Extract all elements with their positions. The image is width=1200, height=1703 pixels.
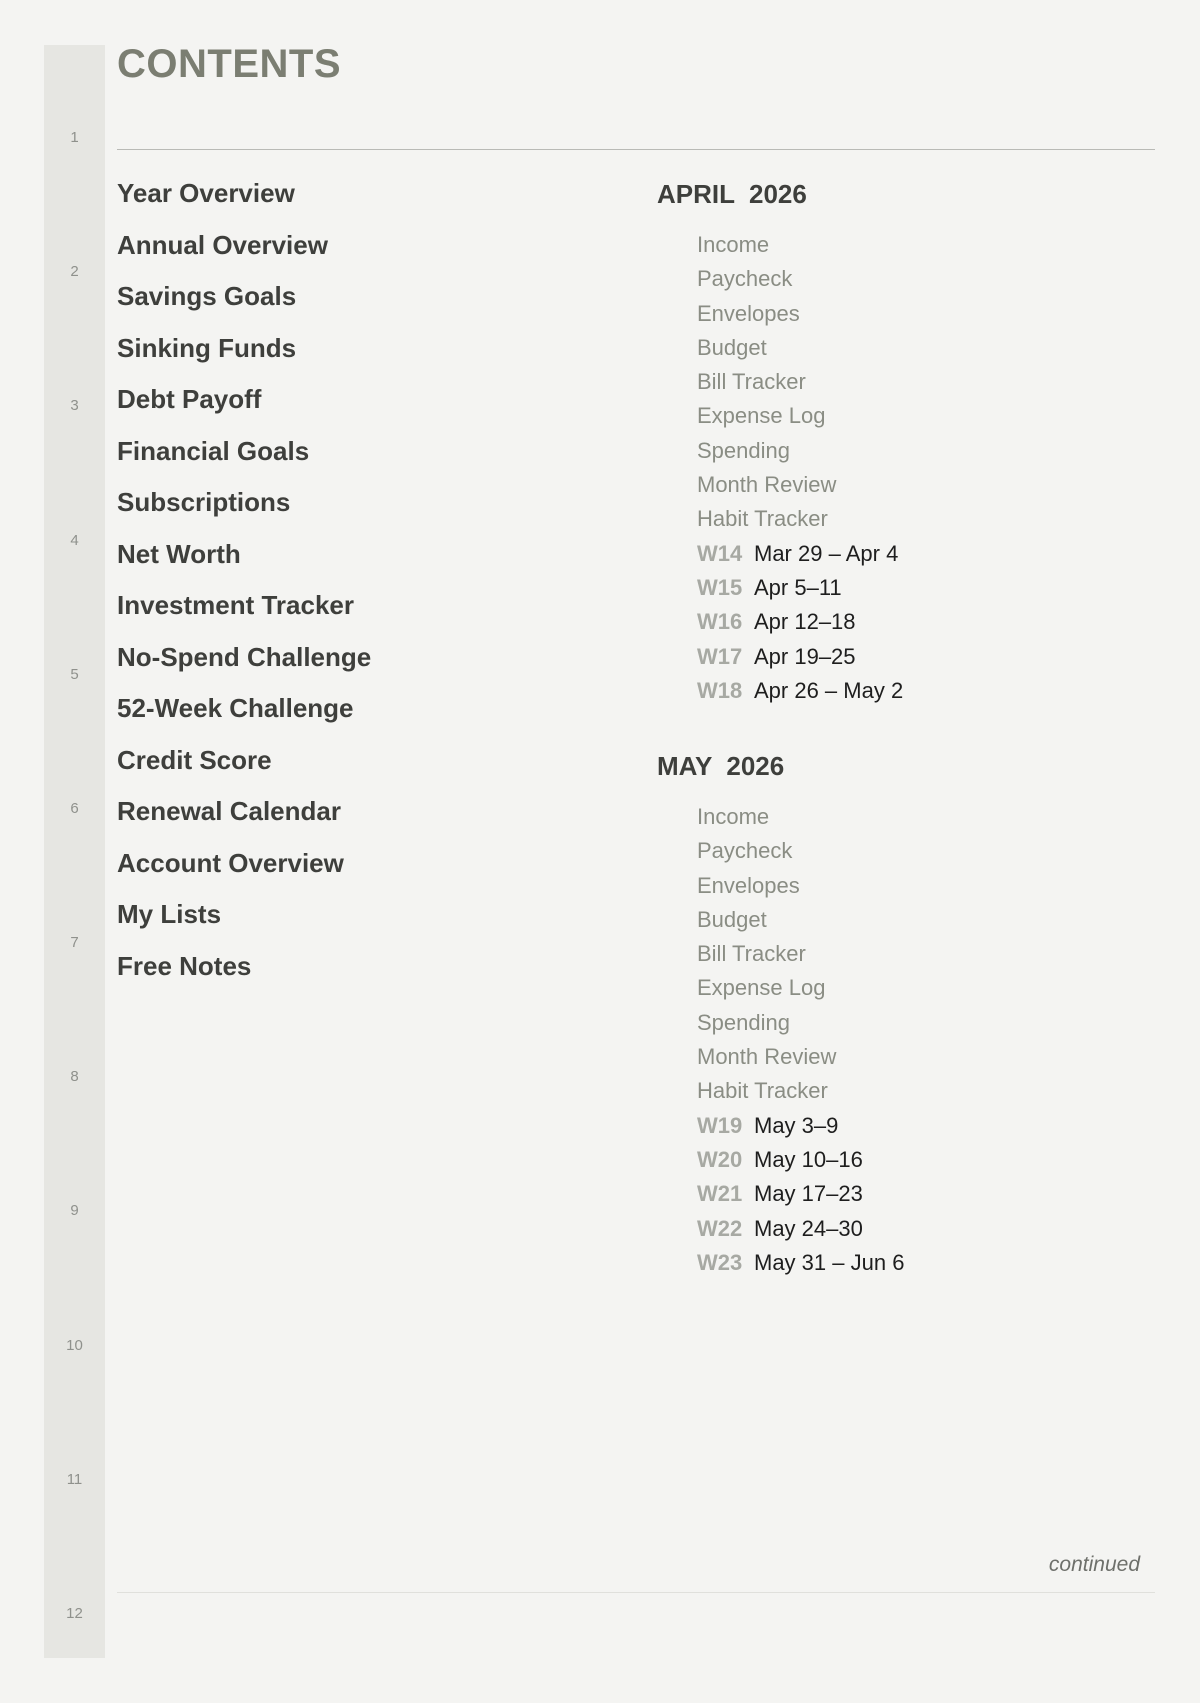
week-number: W17 <box>697 643 743 669</box>
toc-link-52-week-challenge[interactable]: 52-Week Challenge <box>117 693 354 723</box>
toc-link-april-envelopes[interactable]: Envelopes <box>697 300 800 326</box>
month-heading-april[interactable]: APRIL 2026 <box>657 179 807 209</box>
month-section-may <box>657 746 1137 1280</box>
toc-link-may-spending[interactable]: Spending <box>697 1009 790 1035</box>
toc-link-account-overview[interactable]: Account Overview <box>117 847 344 878</box>
general-sections-list <box>117 172 617 996</box>
week-date-range: Apr 19–25 <box>754 643 856 669</box>
toc-link-savings-goals[interactable]: Savings Goals <box>117 281 297 311</box>
week-link-w19[interactable] <box>697 1109 1137 1143</box>
month-tab-10[interactable]: 10 <box>66 1337 83 1354</box>
toc-link-may-income[interactable]: Income <box>697 804 770 829</box>
week-link-w18[interactable] <box>697 674 1137 708</box>
month-section-april <box>657 174 1137 708</box>
continued-link[interactable]: continued <box>1048 1553 1140 1576</box>
week-number: W15 <box>697 574 743 600</box>
week-link-w17[interactable] <box>697 640 1137 674</box>
month-tab-8[interactable]: 8 <box>70 1068 79 1085</box>
toc-link-april-expense-log[interactable]: Expense Log <box>697 403 826 429</box>
toc-link-investment-tracker[interactable]: Investment Tracker <box>117 590 355 620</box>
week-number: W18 <box>697 677 743 703</box>
week-number: W16 <box>697 609 743 635</box>
toc-link-april-budget[interactable]: Budget <box>697 334 767 360</box>
toc-link-may-month-review[interactable]: Month Review <box>697 1044 837 1070</box>
toc-link-financial-goals[interactable]: Financial Goals <box>117 435 310 466</box>
toc-link-no-spend-challenge[interactable]: No-Spend Challenge <box>117 641 372 672</box>
toc-link-may-bill-tracker[interactable]: Bill Tracker <box>697 941 806 967</box>
week-number: W19 <box>697 1112 743 1138</box>
week-link-w14[interactable] <box>697 537 1137 571</box>
toc-link-april-spending[interactable]: Spending <box>697 437 790 463</box>
toc-link-april-bill-tracker[interactable]: Bill Tracker <box>697 369 806 395</box>
month-heading-may[interactable]: MAY 2026 <box>657 751 785 781</box>
toc-link-annual-overview[interactable]: Annual Overview <box>117 229 328 260</box>
month-tab-3[interactable]: 3 <box>70 397 79 414</box>
toc-link-april-paycheck[interactable]: Paycheck <box>697 266 793 292</box>
month-tab-4[interactable]: 4 <box>70 532 79 549</box>
toc-link-credit-score[interactable]: Credit Score <box>117 744 272 775</box>
week-date-range: May 17–23 <box>754 1181 863 1207</box>
week-link-w15[interactable] <box>697 571 1137 605</box>
month-tab-11[interactable]: 11 <box>66 1471 83 1488</box>
toc-link-sinking-funds[interactable]: Sinking Funds <box>117 332 297 363</box>
week-number: W21 <box>697 1181 743 1207</box>
week-number: W20 <box>697 1146 743 1172</box>
april-page-list <box>657 228 1137 708</box>
toc-link-my-lists[interactable]: My Lists <box>117 899 222 929</box>
toc-link-subscriptions[interactable]: Subscriptions <box>117 487 291 517</box>
month-tab-5[interactable]: 5 <box>70 666 79 683</box>
week-link-w23[interactable] <box>697 1246 1137 1280</box>
title-divider <box>117 149 1155 150</box>
month-tab-9[interactable]: 9 <box>70 1202 79 1219</box>
week-date-range: May 31 – Jun 6 <box>754 1249 905 1275</box>
week-number: W23 <box>697 1249 743 1275</box>
toc-link-may-envelopes[interactable]: Envelopes <box>697 872 800 898</box>
month-tab-strip <box>44 45 105 1658</box>
may-page-list <box>657 800 1137 1280</box>
toc-link-april-habit-tracker[interactable]: Habit Tracker <box>697 506 828 532</box>
toc-link-debt-payoff[interactable]: Debt Payoff <box>117 384 262 414</box>
week-date-range: Apr 26 – May 2 <box>754 677 904 703</box>
week-link-w22[interactable] <box>697 1212 1137 1246</box>
week-date-range: Apr 12–18 <box>754 609 856 635</box>
week-link-w21[interactable] <box>697 1177 1137 1211</box>
toc-link-may-paycheck[interactable]: Paycheck <box>697 838 793 864</box>
week-link-w20[interactable] <box>697 1143 1137 1177</box>
month-tab-7[interactable]: 7 <box>70 934 79 951</box>
week-number: W22 <box>697 1215 743 1241</box>
toc-link-april-month-review[interactable]: Month Review <box>697 472 837 498</box>
week-link-w16[interactable] <box>697 605 1137 639</box>
toc-link-april-income[interactable]: Income <box>697 232 770 257</box>
toc-link-may-budget[interactable]: Budget <box>697 906 767 932</box>
toc-link-may-habit-tracker[interactable]: Habit Tracker <box>697 1078 828 1104</box>
toc-link-net-worth[interactable]: Net Worth <box>117 538 241 569</box>
month-tab-1[interactable]: 1 <box>70 129 79 146</box>
page-title: CONTENTS <box>117 42 341 86</box>
month-tab-6[interactable]: 6 <box>70 800 79 817</box>
week-date-range: Mar 29 – Apr 4 <box>754 540 899 566</box>
footer-divider <box>117 1592 1155 1593</box>
week-date-range: May 24–30 <box>754 1215 863 1241</box>
toc-link-may-expense-log[interactable]: Expense Log <box>697 975 826 1001</box>
week-date-range: Apr 5–11 <box>754 574 842 600</box>
week-date-range: May 3–9 <box>754 1112 839 1138</box>
toc-link-renewal-calendar[interactable]: Renewal Calendar <box>117 796 341 826</box>
month-tab-12[interactable]: 12 <box>66 1605 83 1622</box>
toc-link-free-notes[interactable]: Free Notes <box>117 950 252 981</box>
week-date-range: May 10–16 <box>754 1146 863 1172</box>
toc-link-year-overview[interactable]: Year Overview <box>117 178 295 208</box>
week-number: W14 <box>697 540 743 566</box>
month-tab-2[interactable]: 2 <box>70 263 79 280</box>
